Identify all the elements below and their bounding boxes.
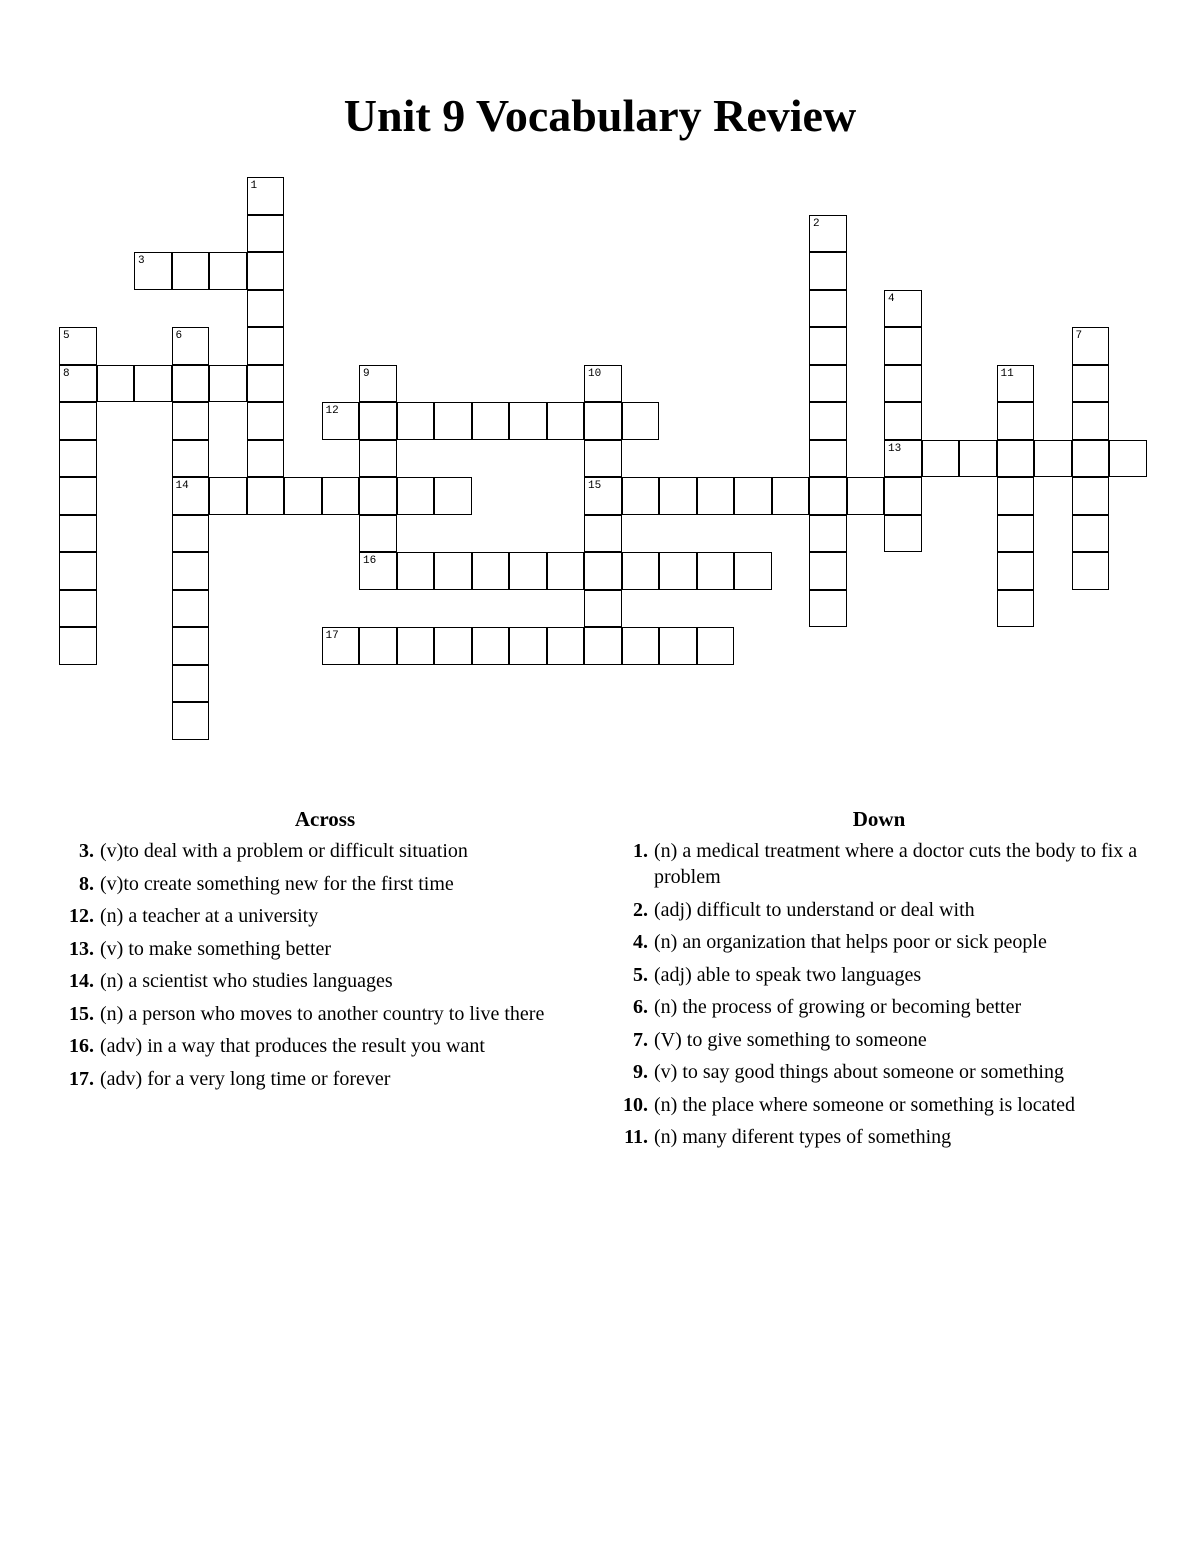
clue-number: 4 bbox=[888, 292, 895, 305]
clue-number: 13 bbox=[888, 442, 902, 455]
clue-number: 6. bbox=[633, 996, 648, 1018]
grid-cell[interactable] bbox=[1109, 440, 1147, 478]
clue-text: (adj) able to speak two languages bbox=[654, 963, 922, 986]
clue-number: 9. bbox=[633, 1061, 648, 1083]
grid-cell[interactable] bbox=[209, 477, 247, 515]
grid-cell[interactable] bbox=[809, 290, 847, 328]
grid-cell[interactable] bbox=[172, 327, 210, 365]
grid-cell[interactable] bbox=[659, 552, 697, 590]
clue-number: 3. bbox=[79, 840, 94, 862]
clue-text: (v) to say good things about someone or something bbox=[654, 1061, 1064, 1083]
grid-cell[interactable] bbox=[584, 515, 622, 553]
grid-cell[interactable] bbox=[809, 590, 847, 628]
grid-cell[interactable] bbox=[547, 402, 585, 440]
clue-number: 1. bbox=[633, 840, 648, 862]
down-clue bbox=[614, 1059, 1144, 1085]
clue-number: 4. bbox=[633, 931, 648, 953]
grid-cell[interactable] bbox=[359, 440, 397, 478]
grid-cell[interactable] bbox=[622, 477, 660, 515]
clue-number: 3 bbox=[138, 255, 145, 267]
grid-cell[interactable] bbox=[397, 552, 435, 590]
grid-cell[interactable] bbox=[59, 327, 97, 365]
grid-cell[interactable] bbox=[997, 590, 1035, 628]
clue-number: 15. bbox=[69, 1002, 94, 1025]
grid-cell[interactable] bbox=[359, 552, 397, 590]
grid-cell[interactable] bbox=[772, 477, 810, 515]
grid-cell[interactable] bbox=[172, 515, 210, 553]
down-clue bbox=[614, 838, 1144, 890]
grid-cell[interactable] bbox=[1072, 477, 1110, 515]
clue-number: 5. bbox=[633, 963, 648, 986]
grid-cell[interactable] bbox=[884, 327, 922, 365]
clue-number: 11 bbox=[1000, 367, 1014, 380]
across-clue bbox=[60, 936, 590, 962]
grid-cell[interactable] bbox=[547, 552, 585, 590]
grid-cell[interactable] bbox=[247, 365, 285, 403]
grid-cell[interactable] bbox=[697, 627, 735, 665]
down-clue bbox=[614, 897, 1144, 923]
grid-cell[interactable] bbox=[397, 477, 435, 515]
grid-cell[interactable] bbox=[584, 477, 622, 515]
grid-cell[interactable] bbox=[322, 627, 360, 665]
clue-text: (n) a person who moves to another country to live there bbox=[100, 1002, 545, 1025]
grid-cell[interactable] bbox=[472, 627, 510, 665]
across-clues bbox=[60, 806, 590, 1098]
grid-cell[interactable] bbox=[172, 477, 210, 515]
grid-cell[interactable] bbox=[659, 627, 697, 665]
clue-text: (n) a scientist who studies languages bbox=[100, 970, 393, 992]
grid-cell[interactable] bbox=[1072, 402, 1110, 440]
down-heading: Down bbox=[852, 807, 906, 831]
grid-cell[interactable] bbox=[509, 552, 547, 590]
grid-cell[interactable] bbox=[884, 365, 922, 403]
grid-cell[interactable] bbox=[322, 477, 360, 515]
clue-number: 8 bbox=[63, 367, 70, 380]
grid-cell[interactable] bbox=[359, 365, 397, 403]
grid-cell[interactable] bbox=[884, 440, 922, 478]
grid-cell[interactable] bbox=[959, 440, 997, 478]
grid-cell[interactable] bbox=[397, 402, 435, 440]
grid-cell[interactable] bbox=[584, 402, 622, 440]
down-clue bbox=[614, 929, 1144, 955]
grid-cell[interactable] bbox=[809, 365, 847, 403]
across-clue bbox=[60, 1001, 590, 1027]
clue-number: 17. bbox=[69, 1067, 94, 1090]
grid-cell[interactable] bbox=[59, 440, 97, 478]
grid-cell[interactable] bbox=[547, 627, 585, 665]
clue-number: 17 bbox=[325, 630, 339, 642]
grid-cell[interactable] bbox=[247, 327, 285, 365]
grid-cell[interactable] bbox=[59, 590, 97, 628]
across-heading: Across bbox=[294, 807, 356, 831]
clue-number: 12 bbox=[325, 405, 339, 417]
grid-cell[interactable] bbox=[1034, 440, 1072, 478]
clue-number: 2 bbox=[813, 217, 820, 230]
grid-cell[interactable] bbox=[584, 365, 622, 403]
clue-text: (n) a teacher at a university bbox=[100, 905, 319, 927]
grid-cell[interactable] bbox=[134, 365, 172, 403]
grid-cell[interactable] bbox=[584, 627, 622, 665]
grid-cell[interactable] bbox=[59, 627, 97, 665]
clue-number: 7. bbox=[633, 1028, 648, 1051]
grid-cell[interactable] bbox=[1072, 515, 1110, 553]
grid-cell[interactable] bbox=[247, 177, 285, 215]
clue-number: 12. bbox=[69, 905, 94, 927]
grid-cell[interactable] bbox=[809, 515, 847, 553]
clue-text: (n) a medical treatment where a doctor cuts the body to fix a problem bbox=[654, 840, 1138, 888]
clue-number: 13. bbox=[69, 937, 94, 960]
down-clue bbox=[614, 962, 1144, 988]
grid-cell[interactable] bbox=[359, 477, 397, 515]
grid-cell[interactable] bbox=[59, 552, 97, 590]
grid-cell[interactable] bbox=[847, 477, 885, 515]
grid-cell[interactable] bbox=[584, 552, 622, 590]
grid-cell[interactable] bbox=[809, 552, 847, 590]
grid-cell[interactable] bbox=[659, 477, 697, 515]
clue-number: 15 bbox=[588, 480, 602, 492]
grid-cell[interactable] bbox=[997, 402, 1035, 440]
grid-cell[interactable] bbox=[622, 627, 660, 665]
down-clue bbox=[614, 1124, 1144, 1150]
clue-number: 14 bbox=[175, 480, 189, 492]
clue-number: 10. bbox=[623, 1093, 648, 1116]
grid-cell[interactable] bbox=[359, 627, 397, 665]
clue-text: (adj) difficult to understand or deal with bbox=[654, 898, 975, 921]
grid-cell[interactable] bbox=[809, 327, 847, 365]
grid-cell[interactable] bbox=[697, 552, 735, 590]
grid-cell[interactable] bbox=[434, 627, 472, 665]
clue-number: 11. bbox=[624, 1126, 648, 1148]
grid-cell[interactable] bbox=[284, 477, 322, 515]
grid-cell[interactable] bbox=[997, 440, 1035, 478]
grid-cell[interactable] bbox=[209, 365, 247, 403]
clue-number: 1 bbox=[250, 180, 258, 192]
grid-cell[interactable] bbox=[622, 402, 660, 440]
grid-cell[interactable] bbox=[997, 365, 1035, 403]
down-clues bbox=[614, 806, 1144, 1157]
across-clue bbox=[60, 968, 590, 994]
grid-cell[interactable] bbox=[1072, 552, 1110, 590]
across-clue bbox=[60, 1033, 590, 1059]
grid-cell[interactable] bbox=[172, 440, 210, 478]
down-clue bbox=[614, 1092, 1144, 1118]
grid-cell[interactable] bbox=[584, 440, 622, 478]
grid-cell[interactable] bbox=[884, 515, 922, 553]
grid-cell[interactable] bbox=[172, 702, 210, 740]
grid-cell[interactable] bbox=[59, 477, 97, 515]
grid-cell[interactable] bbox=[59, 402, 97, 440]
grid-cell[interactable] bbox=[997, 515, 1035, 553]
grid-cell[interactable] bbox=[172, 365, 210, 403]
grid-cell[interactable] bbox=[1072, 327, 1110, 365]
clue-number: 6 bbox=[175, 330, 183, 342]
clue-text: (n) many diferent types of something bbox=[654, 1126, 952, 1148]
clue-number: 8. bbox=[79, 872, 94, 895]
grid-cell[interactable] bbox=[172, 665, 210, 703]
clue-number: 9 bbox=[363, 367, 370, 380]
grid-cell[interactable] bbox=[209, 252, 247, 290]
grid-cell[interactable] bbox=[59, 515, 97, 553]
grid-cell[interactable] bbox=[322, 402, 360, 440]
grid-cell[interactable] bbox=[397, 627, 435, 665]
clue-number: 14. bbox=[69, 970, 94, 992]
grid-cell[interactable] bbox=[134, 252, 172, 290]
grid-cell[interactable] bbox=[172, 402, 210, 440]
grid-cell[interactable] bbox=[509, 627, 547, 665]
grid-cell[interactable] bbox=[172, 252, 210, 290]
grid-cell[interactable] bbox=[434, 552, 472, 590]
grid-cell[interactable] bbox=[434, 477, 472, 515]
grid-cell[interactable] bbox=[359, 402, 397, 440]
grid-cell[interactable] bbox=[584, 590, 622, 628]
grid-cell[interactable] bbox=[509, 402, 547, 440]
clue-number: 2. bbox=[633, 898, 648, 921]
grid-cell[interactable] bbox=[247, 215, 285, 253]
across-clue bbox=[60, 903, 590, 929]
grid-cell[interactable] bbox=[247, 402, 285, 440]
across-clue bbox=[60, 871, 590, 897]
grid-cell[interactable] bbox=[247, 252, 285, 290]
grid-cell[interactable] bbox=[997, 552, 1035, 590]
grid-cell[interactable] bbox=[997, 477, 1035, 515]
grid-cell[interactable] bbox=[884, 290, 922, 328]
clue-number: 5 bbox=[63, 330, 70, 342]
clue-text: (n) the process of growing or becoming better bbox=[654, 996, 1022, 1018]
clue-number: 16. bbox=[69, 1035, 94, 1057]
grid-cell[interactable] bbox=[809, 440, 847, 478]
down-clue bbox=[614, 994, 1144, 1020]
grid-cell[interactable] bbox=[172, 627, 210, 665]
clue-text: (v) to make something better bbox=[100, 937, 332, 960]
grid-cell[interactable] bbox=[697, 477, 735, 515]
grid-cell[interactable] bbox=[1072, 365, 1110, 403]
grid-cell[interactable] bbox=[247, 477, 285, 515]
across-clue bbox=[60, 838, 590, 864]
grid-cell[interactable] bbox=[922, 440, 960, 478]
clue-number: 16 bbox=[363, 555, 377, 567]
grid-cell[interactable] bbox=[172, 552, 210, 590]
grid-cell[interactable] bbox=[809, 402, 847, 440]
clue-text: (adv) in a way that produces the result you want bbox=[100, 1035, 485, 1057]
grid-cell[interactable] bbox=[734, 552, 772, 590]
clue-number: 10 bbox=[588, 367, 602, 380]
down-clue bbox=[614, 1027, 1144, 1053]
clue-text: (V) to give something to someone bbox=[654, 1028, 927, 1051]
grid-cell[interactable] bbox=[472, 552, 510, 590]
clue-text: (adv) for a very long time or forever bbox=[100, 1067, 391, 1090]
grid-cell[interactable] bbox=[434, 402, 472, 440]
grid-cell[interactable] bbox=[97, 365, 135, 403]
across-clue bbox=[60, 1066, 590, 1092]
grid-cell[interactable] bbox=[247, 440, 285, 478]
grid-cell[interactable] bbox=[359, 515, 397, 553]
clue-number: 7 bbox=[1075, 330, 1083, 342]
grid-cell[interactable] bbox=[247, 290, 285, 328]
grid-cell[interactable] bbox=[59, 365, 97, 403]
clue-text: (v)to create something new for the first time bbox=[100, 872, 454, 895]
grid-cell[interactable] bbox=[809, 215, 847, 253]
page-title: Unit 9 Vocabulary Review bbox=[343, 90, 857, 141]
grid-cell[interactable] bbox=[622, 552, 660, 590]
clue-text: (v)to deal with a problem or difficult situation bbox=[100, 840, 468, 862]
grid-cell[interactable] bbox=[472, 402, 510, 440]
grid-cell[interactable] bbox=[884, 402, 922, 440]
crossword-grid bbox=[0, 0, 1200, 760]
grid-cell[interactable] bbox=[1072, 440, 1110, 478]
grid-cell[interactable] bbox=[809, 252, 847, 290]
clue-text: (n) the place where someone or something is located bbox=[654, 1093, 1075, 1116]
grid-cell[interactable] bbox=[172, 590, 210, 628]
grid-cell[interactable] bbox=[809, 477, 847, 515]
grid-cell[interactable] bbox=[734, 477, 772, 515]
clue-text: (n) an organization that helps poor or sick people bbox=[654, 931, 1047, 953]
grid-cell[interactable] bbox=[884, 477, 922, 515]
